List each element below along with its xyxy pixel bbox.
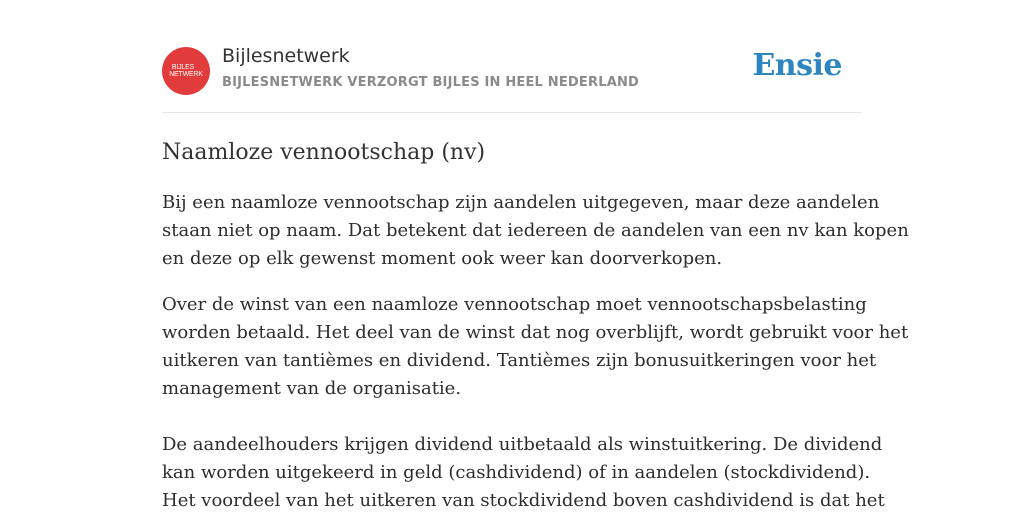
paragraph-1 [162,189,909,273]
paragraph-line: kan worden uitgekeerd in geld (cashdividend) of in aandelen (stockdividend). [162,462,871,483]
author-header [162,0,862,113]
bijlesnetwerk-logo[interactable] [162,47,210,95]
paragraph-line: Bij een naamloze vennootschap zijn aandelen uitgegeven, maar deze aandelen [162,192,880,213]
paragraph-line: worden betaald. Het deel van de winst dat nog overblijft, wordt gebruikt voor het [162,322,909,343]
logo-text-line-1: BIJLES [171,64,195,71]
author-name-link[interactable]: Bijlesnetwerk [222,45,350,67]
paragraph-line: management van de organisatie. [162,378,462,399]
paragraph-line: De aandeelhouders krijgen dividend uitbetaald als winstuitkering. De dividend [162,434,883,455]
paragraph-line: en deze op elk gewenst moment ook weer kan doorverkopen. [162,248,723,269]
paragraph-3 [162,431,885,512]
ensie-logo[interactable]: Ensie [752,48,842,83]
paragraph-line: Over de winst van een naamloze vennootschap moet vennootschapsbelasting [162,294,867,315]
paragraph-line: uitkeren van tantièmes en dividend. Tantièmes zijn bonusuitkeringen voor het [162,350,877,371]
paragraph-line: staan niet op naam. Dat betekent dat iedereen de aandelen van een nv kan kopen [162,220,909,241]
paragraph-line: Het voordeel van het uitkeren van stockdividend boven cashdividend is dat het [162,490,885,511]
logo-text-line-2: NETWERK [169,71,203,78]
paragraph-2 [162,291,909,403]
author-tagline: BIJLESNETWERK VERZORGT BIJLES IN HEEL NEDERLAND [222,75,640,90]
article-title: Naamloze vennootschap (nv) [162,140,486,165]
content-column [162,0,909,512]
